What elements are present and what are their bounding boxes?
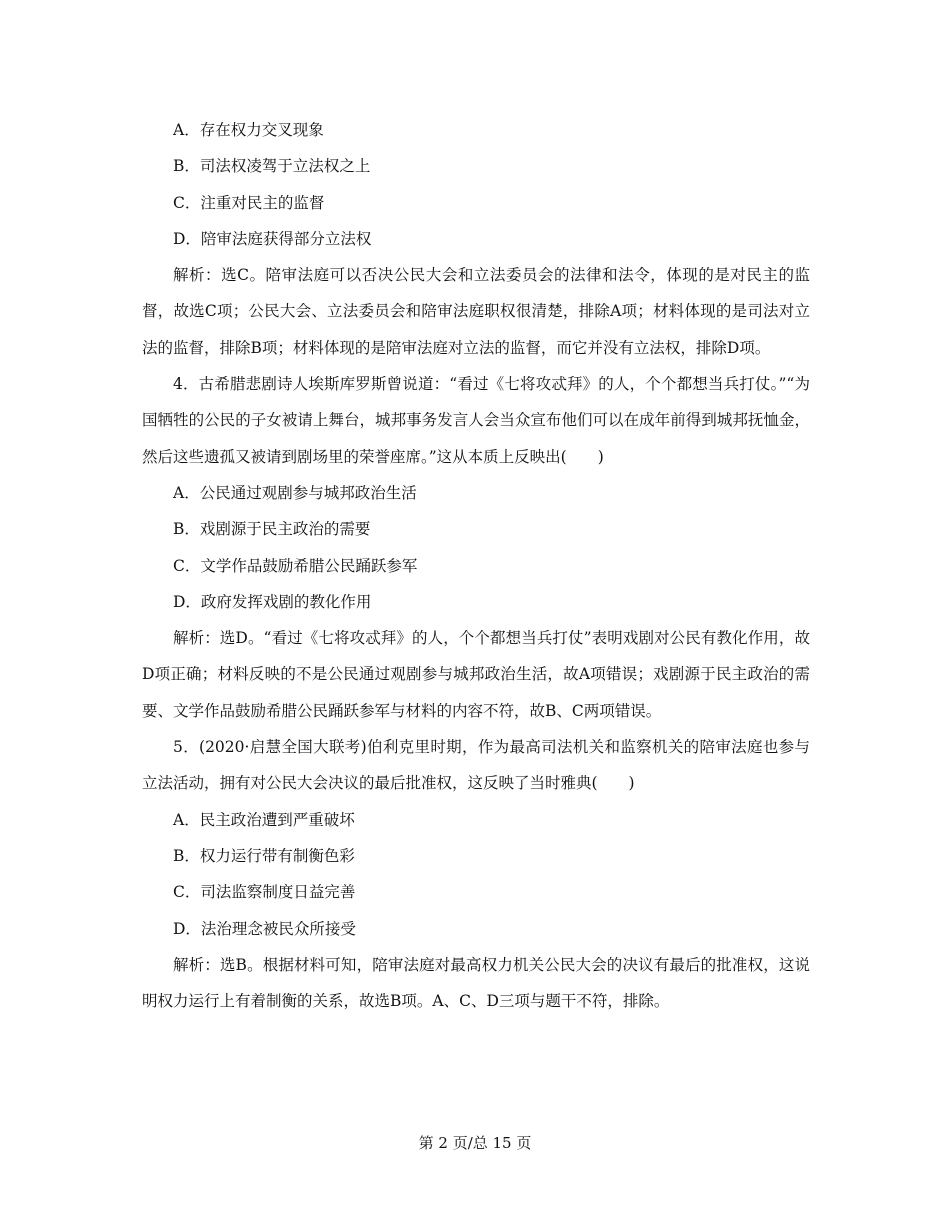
- q4-option-b: B．戏剧源于民主政治的需要: [173, 520, 371, 539]
- q3-option-c: C．注重对民主的监督: [173, 193, 325, 212]
- q4-option-a: A．公民通过观剧参与城邦政治生活: [173, 483, 417, 502]
- q3-option-a: A．存在权力交叉现象: [173, 121, 324, 139]
- q5-option-b: B．权力运行带有制衡色彩: [173, 846, 355, 865]
- q4-analysis: 解析：选D。“看过《七将攻忒拜》的人，个个都想当兵打仗”表明戏剧对公民有教化作用，故D项正确；材料反映的不是公民通过观剧参与城邦政治生活，故A项错误；戏剧源于民主政治的需要、文学作品鼓励希腊公民踊跃参军与材料的内容不符，故B、C两项错误。: [142, 629, 810, 720]
- question-3: [142, 112, 810, 366]
- q3-analysis: 解析：选C。陪审法庭可以否决公民大会和立法委员会的法律和法令，体现的是对民主的监督，故选C项；公民大会、立法委员会和陪审法庭职权很清楚，排除A项；材料体现的是司法对立法的监督，排除B项；材料体现的是陪审法庭对立法的监督，而它并没有立法权，排除D项。: [142, 266, 810, 357]
- q5-option-a: A．民主政治遭到严重破坏: [173, 810, 355, 829]
- q4-option-d: D．政府发挥戏剧的教化作用: [173, 592, 372, 611]
- q4-stem: 4．古希腊悲剧诗人埃斯库罗斯曾说道：“看过《七将攻忒拜》的人，个个都想当兵打仗。”“为国牺牲的公民的子女被请上舞台，城邦事务发言人会当众宣布他们可以在成年前得到城邦抚恤金，然后这些遗孤又被请到剧场里的荣誉座席。”这从本质上反映出( ): [142, 375, 810, 466]
- q3-option-d: D．陪审法庭获得部分立法权: [173, 229, 372, 248]
- page-number-footer: 第 2 页/总 15 页: [418, 1134, 532, 1152]
- page-content: [142, 112, 810, 1019]
- question-5: [142, 729, 810, 1019]
- q5-option-d: D．法治理念被民众所接受: [173, 919, 356, 938]
- q5-option-c: C．司法监察制度日益完善: [173, 883, 356, 902]
- q5-stem: 5．(2020·启慧全国大联考)伯利克里时期，作为最高司法机关和监察机关的陪审法庭也参与立法活动，拥有对公民大会决议的最后批准权，这反映了当时雅典( ): [142, 738, 810, 793]
- question-4: [142, 366, 810, 729]
- q4-option-c: C．文学作品鼓励希腊公民踊跃参军: [173, 556, 418, 575]
- q5-analysis: 解析：选B。根据材料可知，陪审法庭对最高权力机关公民大会的决议有最后的批准权，这说明权力运行上有着制衡的关系，故选B项。A、C、D三项与题干不符，排除。: [142, 955, 810, 1011]
- q3-option-b: B．司法权凌驾于立法权之上: [173, 157, 371, 176]
